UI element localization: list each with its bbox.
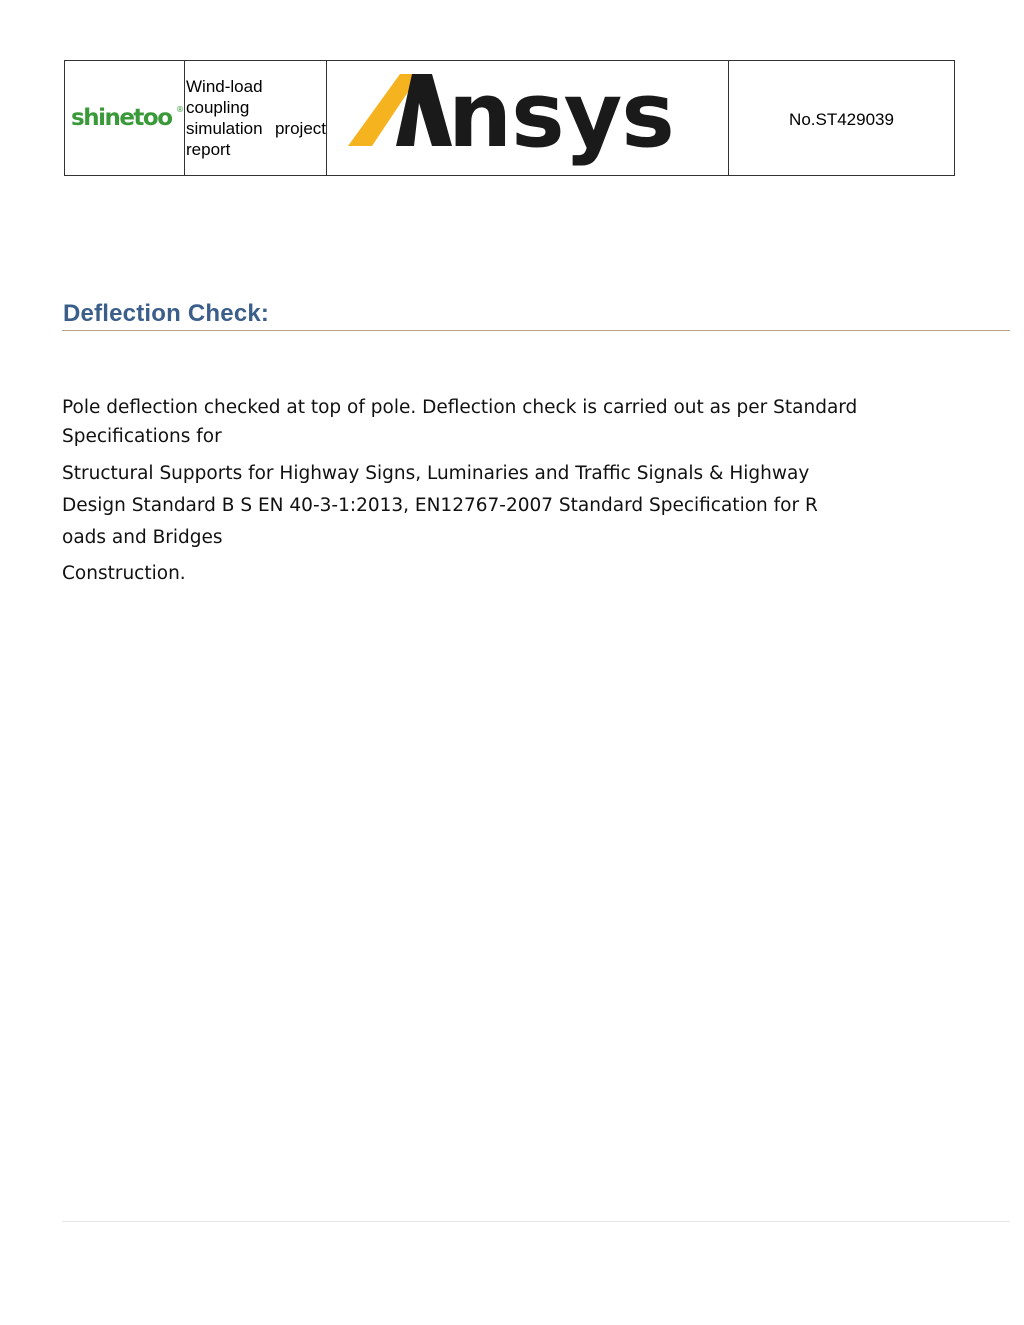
document-number-cell — [729, 61, 955, 176]
body-line-5: oads and Bridges — [62, 527, 223, 548]
ansys-logo-text: nsys — [447, 63, 674, 168]
document-number: No.ST429039 — [789, 110, 894, 129]
svg-text:shinetoo: shinetoo — [70, 104, 172, 131]
body-line-6: Construction. — [62, 563, 186, 584]
shinetoo-logo — [67, 99, 183, 133]
report-header — [64, 60, 955, 176]
footer-divider — [62, 1221, 1010, 1222]
heading-underline — [62, 330, 1010, 331]
project-title: Wind-load coupling simulation project report — [186, 77, 326, 159]
company-logo-cell — [65, 61, 185, 176]
section-heading: Deflection Check: — [63, 300, 270, 327]
ansys-logo-cell — [327, 61, 729, 176]
ansys-logo — [348, 63, 708, 173]
svg-text:®: ® — [175, 104, 184, 114]
body-line-4: Design Standard B S EN 40-3-1:2013, EN12767-2007 Standard Specification for R — [62, 495, 818, 516]
body-line-2: Specifications for — [62, 426, 222, 447]
body-line-1: Pole deflection checked at top of pole. Deflection check is carried out as per Standard — [62, 397, 858, 418]
project-title-cell — [185, 61, 327, 176]
body-line-3: Structural Supports for Highway Signs, Luminaries and Traffic Signals & Highway — [62, 463, 810, 484]
